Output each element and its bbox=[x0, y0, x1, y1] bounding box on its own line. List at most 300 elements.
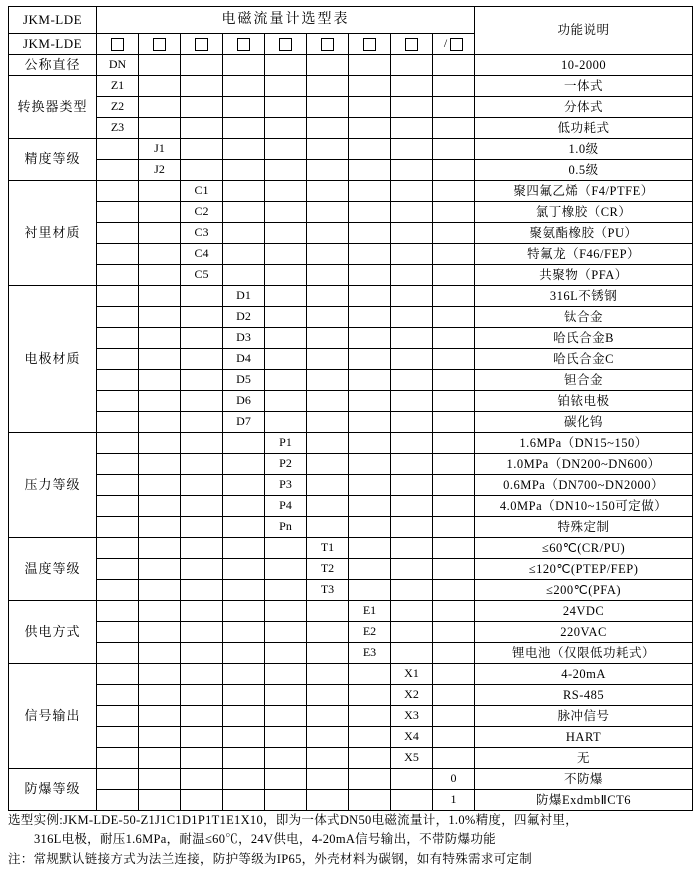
empty-cell bbox=[97, 181, 139, 202]
code-box-cell[interactable] bbox=[97, 34, 139, 55]
code-cell[interactable]: D4 bbox=[223, 349, 265, 370]
description-cell: 碳化钨 bbox=[475, 412, 693, 433]
header-row bbox=[9, 7, 693, 34]
row-label-5: 压力等级 bbox=[9, 433, 97, 538]
empty-cell bbox=[97, 391, 139, 412]
model-prefix-cell: JKM-LDE bbox=[9, 7, 97, 34]
empty-cell bbox=[433, 97, 475, 118]
description-cell: 220VAC bbox=[475, 622, 693, 643]
table-row bbox=[9, 496, 693, 517]
empty-cell bbox=[433, 538, 475, 559]
empty-cell bbox=[307, 286, 349, 307]
empty-cell bbox=[307, 769, 349, 790]
empty-cell bbox=[139, 307, 181, 328]
description-cell: 钽合金 bbox=[475, 370, 693, 391]
empty-cell bbox=[391, 433, 433, 454]
empty-cell bbox=[139, 97, 181, 118]
code-cell[interactable]: X2 bbox=[391, 685, 433, 706]
code-cell[interactable]: J1 bbox=[139, 139, 181, 160]
description-cell: 无 bbox=[475, 748, 693, 769]
empty-cell bbox=[97, 643, 139, 664]
table-row bbox=[9, 307, 693, 328]
empty-cell bbox=[223, 538, 265, 559]
description-cell: ≤120℃(PTEP/FEP) bbox=[475, 559, 693, 580]
code-cell[interactable]: D3 bbox=[223, 328, 265, 349]
empty-cell bbox=[349, 265, 391, 286]
code-cell[interactable]: 1 bbox=[433, 790, 475, 811]
empty-cell bbox=[265, 727, 307, 748]
empty-cell bbox=[307, 685, 349, 706]
empty-cell bbox=[433, 118, 475, 139]
empty-cell bbox=[307, 118, 349, 139]
code-cell[interactable]: J2 bbox=[139, 160, 181, 181]
table-row bbox=[9, 706, 693, 727]
empty-cell bbox=[181, 790, 223, 811]
code-cell[interactable]: C1 bbox=[181, 181, 223, 202]
empty-cell bbox=[391, 412, 433, 433]
empty-cell bbox=[223, 685, 265, 706]
empty-cell bbox=[181, 580, 223, 601]
code-cell[interactable]: E2 bbox=[349, 622, 391, 643]
code-box-cell[interactable] bbox=[223, 34, 265, 55]
empty-cell bbox=[223, 748, 265, 769]
empty-cell bbox=[139, 517, 181, 538]
description-cell: 低功耗式 bbox=[475, 118, 693, 139]
empty-cell bbox=[349, 580, 391, 601]
code-cell[interactable]: Pn bbox=[265, 517, 307, 538]
empty-cell bbox=[391, 160, 433, 181]
empty-cell bbox=[181, 517, 223, 538]
empty-cell bbox=[265, 706, 307, 727]
description-cell: 聚四氟乙烯（F4/PTFE） bbox=[475, 181, 693, 202]
empty-cell bbox=[265, 412, 307, 433]
description-cell: 1.0MPa（DN200~DN600） bbox=[475, 454, 693, 475]
table-row bbox=[9, 559, 693, 580]
empty-cell bbox=[307, 307, 349, 328]
empty-cell bbox=[223, 244, 265, 265]
empty-cell bbox=[97, 202, 139, 223]
table-row bbox=[9, 55, 693, 76]
table-row bbox=[9, 580, 693, 601]
empty-cell bbox=[265, 118, 307, 139]
empty-cell bbox=[181, 496, 223, 517]
code-box-cell[interactable] bbox=[391, 34, 433, 55]
empty-cell bbox=[97, 244, 139, 265]
code-cell[interactable]: P1 bbox=[265, 433, 307, 454]
empty-cell bbox=[307, 223, 349, 244]
empty-cell bbox=[391, 496, 433, 517]
empty-cell bbox=[391, 454, 433, 475]
code-cell[interactable]: E1 bbox=[349, 601, 391, 622]
description-cell: 4-20mA bbox=[475, 664, 693, 685]
empty-cell bbox=[307, 97, 349, 118]
table-row bbox=[9, 181, 693, 202]
empty-cell bbox=[433, 475, 475, 496]
empty-cell bbox=[433, 496, 475, 517]
code-cell[interactable]: C5 bbox=[181, 265, 223, 286]
empty-cell bbox=[181, 328, 223, 349]
table-row bbox=[9, 601, 693, 622]
empty-cell bbox=[181, 622, 223, 643]
empty-cell bbox=[181, 370, 223, 391]
empty-cell bbox=[307, 265, 349, 286]
description-cell: 哈氏合金C bbox=[475, 349, 693, 370]
code-cell[interactable]: D5 bbox=[223, 370, 265, 391]
empty-cell bbox=[181, 748, 223, 769]
description-cell: 10-2000 bbox=[475, 55, 693, 76]
code-box-cell[interactable] bbox=[307, 34, 349, 55]
empty-cell bbox=[181, 559, 223, 580]
table-row bbox=[9, 265, 693, 286]
table-row bbox=[9, 790, 693, 811]
empty-cell bbox=[97, 559, 139, 580]
empty-cell bbox=[307, 622, 349, 643]
empty-cell bbox=[433, 391, 475, 412]
note-example-line2: 316L电极，耐压1.6MPa，耐温≤60℃，24V供电，4-20mA信号输出，不带防爆功能 bbox=[34, 832, 496, 847]
empty-cell bbox=[97, 769, 139, 790]
empty-cell bbox=[307, 664, 349, 685]
empty-cell bbox=[433, 748, 475, 769]
empty-cell bbox=[391, 223, 433, 244]
table-row bbox=[9, 622, 693, 643]
empty-cell bbox=[433, 622, 475, 643]
code-cell[interactable]: T1 bbox=[307, 538, 349, 559]
selection-table-body bbox=[9, 7, 693, 811]
empty-cell bbox=[223, 706, 265, 727]
code-cell[interactable]: P3 bbox=[265, 475, 307, 496]
code-cell[interactable]: X3 bbox=[391, 706, 433, 727]
empty-cell bbox=[97, 580, 139, 601]
empty-cell bbox=[139, 265, 181, 286]
description-cell: RS-485 bbox=[475, 685, 693, 706]
code-cell[interactable]: X4 bbox=[391, 727, 433, 748]
empty-cell bbox=[349, 370, 391, 391]
empty-cell bbox=[223, 790, 265, 811]
empty-cell bbox=[139, 55, 181, 76]
empty-cell bbox=[139, 181, 181, 202]
empty-cell bbox=[307, 454, 349, 475]
code-cell[interactable]: D1 bbox=[223, 286, 265, 307]
empty-cell bbox=[181, 160, 223, 181]
empty-cell bbox=[433, 76, 475, 97]
empty-cell bbox=[181, 475, 223, 496]
empty-cell bbox=[139, 118, 181, 139]
code-cell[interactable]: X1 bbox=[391, 664, 433, 685]
empty-cell bbox=[265, 76, 307, 97]
empty-cell bbox=[391, 244, 433, 265]
code-box-cell[interactable]: / bbox=[433, 34, 475, 55]
code-cell[interactable]: E3 bbox=[349, 643, 391, 664]
table-row bbox=[9, 286, 693, 307]
table-row bbox=[9, 454, 693, 475]
description-cell: 锂电池（仅限低功耗式） bbox=[475, 643, 693, 664]
empty-cell bbox=[265, 286, 307, 307]
empty-cell bbox=[139, 727, 181, 748]
empty-cell bbox=[391, 265, 433, 286]
table-row bbox=[9, 244, 693, 265]
table-row bbox=[9, 517, 693, 538]
empty-cell bbox=[349, 244, 391, 265]
empty-cell bbox=[97, 412, 139, 433]
table-row bbox=[9, 76, 693, 97]
empty-cell bbox=[433, 664, 475, 685]
table-row bbox=[9, 748, 693, 769]
empty-cell bbox=[139, 496, 181, 517]
empty-cell bbox=[349, 139, 391, 160]
description-cell: 0.6MPa（DN700~DN2000） bbox=[475, 475, 693, 496]
empty-cell bbox=[349, 55, 391, 76]
empty-cell bbox=[181, 685, 223, 706]
empty-cell bbox=[223, 181, 265, 202]
empty-cell bbox=[391, 328, 433, 349]
description-cell: 防爆ExdmbⅡCT6 bbox=[475, 790, 693, 811]
notes-block bbox=[8, 811, 692, 869]
empty-cell bbox=[265, 307, 307, 328]
empty-cell bbox=[223, 475, 265, 496]
empty-cell bbox=[265, 769, 307, 790]
empty-cell bbox=[433, 223, 475, 244]
code-box-cell[interactable] bbox=[349, 34, 391, 55]
empty-cell bbox=[391, 538, 433, 559]
table-row bbox=[9, 139, 693, 160]
table-row bbox=[9, 685, 693, 706]
empty-cell bbox=[97, 685, 139, 706]
row-label-1: 转换器类型 bbox=[9, 76, 97, 139]
empty-cell bbox=[391, 181, 433, 202]
empty-cell bbox=[391, 76, 433, 97]
empty-cell bbox=[181, 454, 223, 475]
empty-cell bbox=[391, 55, 433, 76]
empty-cell bbox=[139, 769, 181, 790]
description-cell: 316L不锈钢 bbox=[475, 286, 693, 307]
empty-cell bbox=[307, 76, 349, 97]
empty-cell bbox=[349, 727, 391, 748]
empty-cell bbox=[433, 160, 475, 181]
empty-cell bbox=[223, 55, 265, 76]
empty-cell bbox=[391, 622, 433, 643]
table-row bbox=[9, 349, 693, 370]
empty-cell bbox=[349, 118, 391, 139]
empty-cell bbox=[139, 349, 181, 370]
code-cell[interactable]: P4 bbox=[265, 496, 307, 517]
description-cell: 哈氏合金B bbox=[475, 328, 693, 349]
empty-cell bbox=[433, 706, 475, 727]
description-cell: 脉冲信号 bbox=[475, 706, 693, 727]
code-cell[interactable]: D7 bbox=[223, 412, 265, 433]
table-row bbox=[9, 727, 693, 748]
code-cell[interactable]: DN bbox=[97, 55, 139, 76]
empty-cell bbox=[265, 790, 307, 811]
description-cell: ≤60℃(CR/PU) bbox=[475, 538, 693, 559]
empty-cell bbox=[433, 55, 475, 76]
empty-cell bbox=[265, 643, 307, 664]
code-cell[interactable]: T3 bbox=[307, 580, 349, 601]
empty-cell bbox=[349, 496, 391, 517]
empty-cell bbox=[307, 181, 349, 202]
description-cell: 特殊定制 bbox=[475, 517, 693, 538]
empty-cell bbox=[139, 391, 181, 412]
empty-cell bbox=[181, 601, 223, 622]
empty-cell bbox=[223, 664, 265, 685]
empty-cell bbox=[139, 412, 181, 433]
empty-cell bbox=[349, 748, 391, 769]
empty-cell bbox=[307, 517, 349, 538]
description-cell: 分体式 bbox=[475, 97, 693, 118]
code-cell[interactable]: Z2 bbox=[97, 97, 139, 118]
empty-cell bbox=[265, 559, 307, 580]
empty-cell bbox=[433, 454, 475, 475]
empty-cell bbox=[433, 181, 475, 202]
empty-cell bbox=[139, 748, 181, 769]
table-row bbox=[9, 664, 693, 685]
empty-cell bbox=[181, 433, 223, 454]
empty-cell bbox=[139, 643, 181, 664]
table-row bbox=[9, 538, 693, 559]
empty-cell bbox=[265, 538, 307, 559]
empty-cell bbox=[181, 706, 223, 727]
empty-cell bbox=[139, 286, 181, 307]
empty-cell bbox=[139, 76, 181, 97]
code-cell[interactable]: T2 bbox=[307, 559, 349, 580]
row-label-2: 精度等级 bbox=[9, 139, 97, 181]
empty-cell bbox=[97, 475, 139, 496]
empty-cell bbox=[97, 790, 139, 811]
empty-cell bbox=[433, 412, 475, 433]
empty-cell bbox=[97, 307, 139, 328]
description-cell: 1.0级 bbox=[475, 139, 693, 160]
empty-cell bbox=[97, 727, 139, 748]
row-label-4: 电极材质 bbox=[9, 286, 97, 433]
empty-cell bbox=[181, 76, 223, 97]
empty-cell bbox=[307, 496, 349, 517]
empty-cell bbox=[349, 202, 391, 223]
code-cell[interactable]: Z1 bbox=[97, 76, 139, 97]
empty-cell bbox=[97, 370, 139, 391]
empty-cell bbox=[139, 454, 181, 475]
row-label-6: 温度等级 bbox=[9, 538, 97, 601]
empty-cell bbox=[223, 160, 265, 181]
row-label-9: 防爆等级 bbox=[9, 769, 97, 811]
empty-cell bbox=[433, 349, 475, 370]
empty-cell bbox=[433, 433, 475, 454]
empty-cell bbox=[223, 496, 265, 517]
table-row bbox=[9, 433, 693, 454]
empty-cell bbox=[433, 559, 475, 580]
empty-cell bbox=[223, 265, 265, 286]
empty-cell bbox=[433, 580, 475, 601]
empty-cell bbox=[265, 223, 307, 244]
description-cell: 4.0MPa（DN10~150可定做） bbox=[475, 496, 693, 517]
empty-cell bbox=[139, 685, 181, 706]
empty-cell bbox=[349, 790, 391, 811]
empty-cell bbox=[391, 601, 433, 622]
description-cell: 0.5级 bbox=[475, 160, 693, 181]
empty-cell bbox=[307, 160, 349, 181]
code-cell[interactable]: D6 bbox=[223, 391, 265, 412]
empty-cell bbox=[433, 643, 475, 664]
empty-cell bbox=[265, 349, 307, 370]
empty-cell bbox=[391, 202, 433, 223]
empty-cell bbox=[265, 55, 307, 76]
description-cell: 铂铱电极 bbox=[475, 391, 693, 412]
empty-cell bbox=[223, 622, 265, 643]
table-row bbox=[9, 370, 693, 391]
empty-cell bbox=[97, 622, 139, 643]
empty-cell bbox=[97, 748, 139, 769]
empty-cell bbox=[349, 559, 391, 580]
empty-cell bbox=[307, 790, 349, 811]
empty-cell bbox=[97, 601, 139, 622]
empty-cell bbox=[433, 517, 475, 538]
empty-cell bbox=[349, 349, 391, 370]
description-cell: 钛合金 bbox=[475, 307, 693, 328]
code-cell[interactable]: D2 bbox=[223, 307, 265, 328]
code-box-cell[interactable] bbox=[181, 34, 223, 55]
empty-cell bbox=[223, 517, 265, 538]
empty-cell bbox=[391, 580, 433, 601]
code-cell[interactable]: Z3 bbox=[97, 118, 139, 139]
code-cell[interactable]: X5 bbox=[391, 748, 433, 769]
empty-cell bbox=[97, 496, 139, 517]
function-header-cell: 功能说明 bbox=[475, 7, 693, 55]
empty-cell bbox=[391, 643, 433, 664]
empty-cell bbox=[307, 727, 349, 748]
empty-cell bbox=[139, 790, 181, 811]
empty-cell bbox=[307, 328, 349, 349]
empty-cell bbox=[349, 685, 391, 706]
empty-cell bbox=[97, 265, 139, 286]
code-cell[interactable]: 0 bbox=[433, 769, 475, 790]
empty-cell bbox=[433, 139, 475, 160]
code-cell[interactable]: P2 bbox=[265, 454, 307, 475]
empty-cell bbox=[139, 538, 181, 559]
empty-cell bbox=[223, 97, 265, 118]
code-box-cell[interactable] bbox=[265, 34, 307, 55]
description-cell: 一体式 bbox=[475, 76, 693, 97]
empty-cell bbox=[349, 76, 391, 97]
empty-cell bbox=[139, 328, 181, 349]
empty-cell bbox=[349, 664, 391, 685]
empty-cell bbox=[139, 580, 181, 601]
empty-cell bbox=[307, 748, 349, 769]
code-box-cell[interactable] bbox=[139, 34, 181, 55]
empty-cell bbox=[391, 370, 433, 391]
empty-cell bbox=[265, 370, 307, 391]
empty-cell bbox=[349, 223, 391, 244]
empty-cell bbox=[265, 202, 307, 223]
empty-cell bbox=[223, 202, 265, 223]
empty-cell bbox=[181, 727, 223, 748]
empty-cell bbox=[265, 139, 307, 160]
code-cell[interactable]: C2 bbox=[181, 202, 223, 223]
table-row bbox=[9, 160, 693, 181]
empty-cell bbox=[307, 391, 349, 412]
empty-cell bbox=[265, 97, 307, 118]
empty-cell bbox=[307, 643, 349, 664]
empty-cell bbox=[139, 475, 181, 496]
empty-cell bbox=[265, 622, 307, 643]
empty-cell bbox=[139, 559, 181, 580]
code-cell[interactable]: C4 bbox=[181, 244, 223, 265]
empty-cell bbox=[433, 307, 475, 328]
code-cell[interactable]: C3 bbox=[181, 223, 223, 244]
table-row bbox=[9, 475, 693, 496]
empty-cell bbox=[181, 643, 223, 664]
empty-cell bbox=[265, 580, 307, 601]
empty-cell bbox=[349, 475, 391, 496]
empty-cell bbox=[349, 433, 391, 454]
empty-cell bbox=[265, 391, 307, 412]
